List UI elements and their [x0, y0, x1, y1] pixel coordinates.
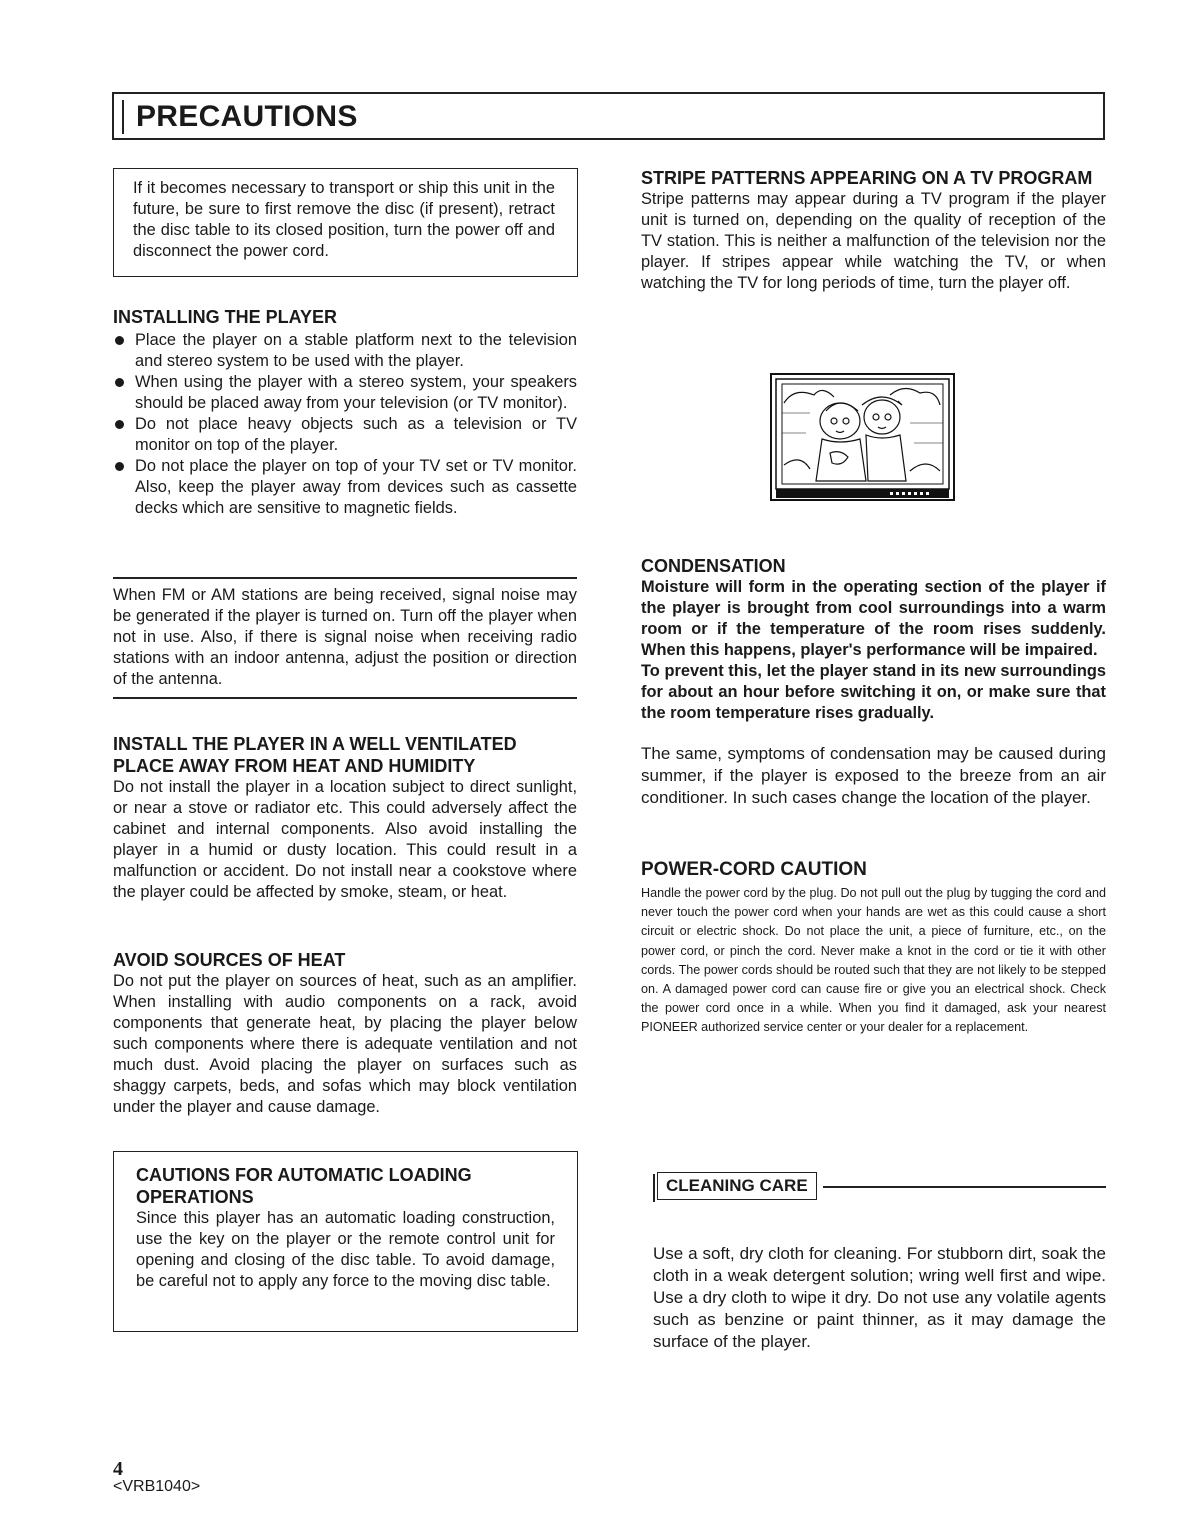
installing-heading: INSTALLING THE PLAYER [113, 307, 338, 327]
list-item: When using the player with a stereo system, your speakers should be placed away from your television (or TV monitor). [113, 372, 577, 414]
stripe-heading: STRIPE PATTERNS APPEARING ON A TV PROGRAM [641, 168, 1093, 188]
heat-section [113, 949, 577, 1118]
heat-heading: AVOID SOURCES OF HEAT [113, 950, 346, 970]
transport-notice-text: If it becomes necessary to transport or ship this unit in the future, be sure to first remove the disc (if present), retract the disc table to its closed position, turn the power off and disconnect the power cord. [133, 179, 555, 260]
fm-am-notice [113, 585, 577, 690]
condensation-prevention: To prevent this, let the player stand in its new surroundings for about an hour before switching it on, or make sure that the room temperature rises gradually. [641, 662, 1106, 722]
cleaning-bar-decoration [653, 1174, 655, 1202]
condensation-warning: Moisture will form in the operating section of the player if the player is brought from cool surroundings into a warm room or if the temperature of the room rises suddenly. When this happens, player's performance will be impaired. [641, 578, 1106, 659]
power-cord-heading: POWER-CORD CAUTION [641, 859, 867, 880]
cleaning-text: Use a soft, dry cloth for cleaning. For stubborn dirt, soak the cloth in a weak detergent solution; wring well first and wipe. Use a dry cloth to wipe it dry. Do not use any volatile agents such as benzine or paint thinner, as it may damage the surface of the player. [653, 1244, 1106, 1351]
list-item: Place the player on a stable platform next to the television and stereo system to be used with the player. [113, 330, 577, 372]
ventilated-section [113, 733, 577, 903]
divider-top [113, 577, 577, 579]
title-bar-decoration [122, 100, 124, 134]
stripe-section [641, 167, 1106, 294]
title-frame [112, 92, 1105, 140]
page-number: 4 [113, 1458, 123, 1480]
installing-list [113, 330, 577, 519]
cleaning-header [653, 1172, 1106, 1202]
divider-bottom [113, 697, 577, 699]
auto-loading-heading: CAUTIONS FOR AUTOMATIC LOADING OPERATIONS [136, 1165, 472, 1207]
cleaning-rule [823, 1186, 1106, 1188]
tv-illustration [770, 373, 955, 501]
fm-am-notice-text: When FM or AM stations are being received, signal noise may be generated if the player is turned on. Turn off the player when not in use. Also, if there is signal noise when receiving radio stations with an indoor antenna, adjust the position or direction of the antenna. [113, 586, 577, 688]
condensation-text: The same, symptoms of condensation may be caused during summer, if the player is exposed to the breeze from an air conditioner. In such cases change the location of the player. [641, 744, 1106, 807]
list-item: Do not place the player on top of your TV set or TV monitor. Also, keep the player away from devices such as cassette decks which are sensitive to magnetic fields. [113, 456, 577, 519]
ventilated-heading: INSTALL THE PLAYER IN A WELL VENTILATED PLACE AWAY FROM HEAT AND HUMIDITY [113, 734, 517, 776]
installing-section [113, 306, 577, 519]
stripe-text: Stripe patterns may appear during a TV program if the player unit is turned on, depending on the quality of reception of the TV station. This is neither a malfunction of the television nor the player. If stripes appear while watching the TV, or when watching the TV for long periods of time, turn the player off. [641, 190, 1106, 292]
cleaning-section [653, 1243, 1106, 1353]
list-item: Do not place heavy objects such as a television or TV monitor on top of the player. [113, 414, 577, 456]
cleaning-heading: CLEANING CARE [657, 1172, 817, 1200]
transport-notice-box [113, 168, 578, 277]
condensation-heading: CONDENSATION [641, 556, 786, 576]
heat-text: Do not put the player on sources of heat, such as an amplifier. When installing with audio components on a rack, avoid components that generate heat, by placing the player below such components where there is adequate ventilation and not much dust. Avoid placing the player on surfaces such as shaggy carpets, beds, and sofas which may block ventilation under the player and cause damage. [113, 972, 577, 1116]
document-code: <VRB1040> [113, 1478, 201, 1495]
auto-loading-box [113, 1151, 578, 1332]
condensation-section [641, 555, 1106, 809]
page-title: PRECAUTIONS [136, 100, 358, 133]
power-cord-section [641, 859, 1106, 1038]
tv-icon [770, 373, 955, 501]
power-cord-text: Handle the power cord by the plug. Do not pull out the plug by tugging the cord and never touch the power cord when your hands are wet as this could cause a short circuit or electric shock. Do not place the unit, a piece of furniture, etc., on the power cord, or pinch the cord. Never make a knot in the cord or tie it with other cords. The power cords should be routed such that they are not likely to be stepped on. A damaged power cord can cause fire or give you an electrical shock. Check the power cord once in a while. When you find it damaged, ask your nearest PIONEER authorized service center or your dealer for a replacement. [641, 886, 1106, 1035]
ventilated-text: Do not install the player in a location subject to direct sunlight, or near a stove or radiator etc. This could adversely affect the cabinet and internal components. Also avoid installing the player in a humid or dusty location. This could result in a malfunction or accident. Do not install near a cookstove where the player could be affected by smoke, steam, or heat. [113, 778, 577, 901]
auto-loading-text: Since this player has an automatic loading construction, use the key on the player or the remote control unit for opening and closing of the disc table. To avoid damage, be careful not to apply any force to the moving disc table. [136, 1209, 555, 1290]
